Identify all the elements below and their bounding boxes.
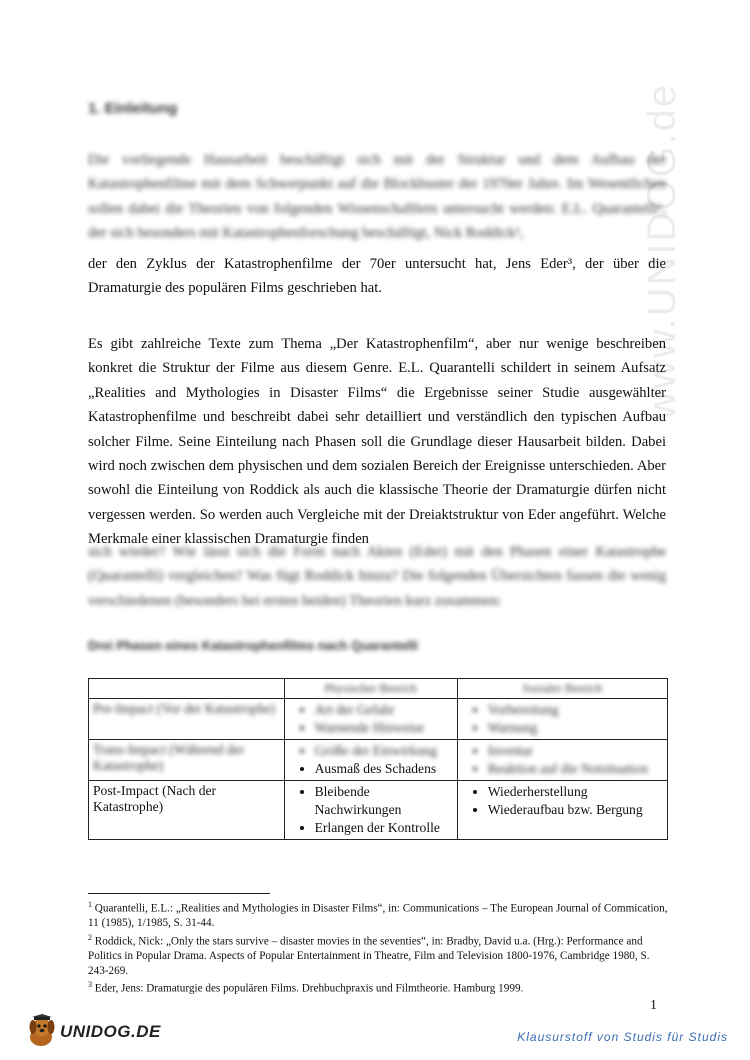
unidog-logo[interactable] <box>22 1014 162 1050</box>
list-item: • Bleibende Nachwirkungen <box>315 783 453 819</box>
body-paragraph: Es gibt zahlreiche Texte zum Thema „Der Katastrophenfilm“, aber nur wenige beschreiben konkret die Struktur der Filme aus diesem Genre. E.L. Quarantelli schildert in seinem Aufsatz „Realities and Mythologies in Disaster Films“ die Ergebnisse seiner Studie ausgewählter Katastrophenfilme und beschreibt dabei sehr detailliert und verständlich den typischen Aufbau solcher Filme. Seine Einteilung nach Phasen soll die Grundlage dieser Hausarbeit bilden. Dabei wird noch zwischen dem physischen und dem sozialen Bereich der Ereignisse unterschieden. Aber sowohl die Einteilung von Roddick als auch die klassische Theorie der Dramaturgie dürfen nicht vergessen werden. So werden auch Vergleiche mit der Dreiaktstruktur von Eder angeführt. Welche Merkmale einer klassischen Dramaturgie finden <box>88 336 666 548</box>
footnote <box>88 931 668 979</box>
intro-paragraph-continued: der den Zyklus der Katastrophenfilme der 70er untersucht hat, Jens Eder³, der über die Dramaturgie des populären Films geschrieben hat. <box>88 256 666 297</box>
physical-cell <box>284 699 457 740</box>
footnote <box>88 978 668 996</box>
phase-cell: Pre-Impact (Vor der Katastrophe) <box>89 699 285 740</box>
table-header-cell: Sozialer Bereich <box>457 679 667 699</box>
list-item: • Ausmaß des Schadens <box>315 760 453 778</box>
footer-tagline: Klausurstoff von Studis für Studis <box>517 1030 728 1044</box>
list-item: • Art der Gefahr <box>315 701 453 719</box>
physical-cell <box>284 740 457 781</box>
table-row <box>89 740 668 781</box>
list-item: • Reaktion auf die Notsituation <box>488 760 663 778</box>
social-cell <box>457 740 667 781</box>
footnote-mark: 3 <box>88 980 92 990</box>
footnotes <box>88 898 668 997</box>
watermark: www.UNIDOG.de <box>640 82 684 420</box>
table-header-cell: Physischer Bereich <box>284 679 457 699</box>
footnote <box>88 898 668 931</box>
intro-paragraph-blurred: Die vorliegende Hausarbeit beschäftigt sich mit der Struktur und dem Aufbau der Katastrophenfilme mit dem Schwerpunkt auf die Blockbuster der 1970er Jahre. Im Wesentlichen sollen dabei die Theorien von folgenden Wissenschaftlern untersucht werden: E.L. Quarantelli¹, der sich besonders mit Katastrophenforschung beschäftigt, Nick Roddick², <box>88 152 666 242</box>
footnote-text: Quarantelli, E.L.: „Realities and Mythologies in Disaster Films“, in: Communications – The European Journal of Commication, 11 (1985), 1/1985, S. 31-44. <box>88 902 668 930</box>
list-item: • Warnung <box>488 719 663 737</box>
list-item: • Größe der Einwirkung <box>315 742 453 760</box>
list-item: • Wiederherstellung <box>488 783 663 801</box>
footnote-divider <box>88 893 270 894</box>
table-row <box>89 781 668 840</box>
physical-cell <box>284 781 457 840</box>
footnote-text: Roddick, Nick: „Only the stars survive – disaster movies in the seventies“, in: Bradby, David u.a. (Hrg.): Performance and Politics in Popular Drama. Aspects of Popular Entertainment in Theatre, Film and Television 1800-1976, Cambridge 1980, S. 243-269. <box>88 935 650 977</box>
logo-text: UNIDOG.DE <box>60 1022 161 1041</box>
dog-mascot-icon <box>22 1014 62 1050</box>
phases-table <box>88 678 668 840</box>
table-header-cell <box>89 679 285 699</box>
body-paragraph-blurred: sich wieder? Wie lässt sich die Form nach Akten (Eder) mit den Phasen einer Katastrophe (Quarantelli) vergleichen? Was fügt Roddick hinzu? Die folgenden Übersichten fassen die wenig verschiedenen (besonders bei ersten beiden) Theorien kurz zusammen: <box>88 544 666 609</box>
phase-cell: Post-Impact (Nach der Katastrophe) <box>89 781 285 840</box>
footnote-mark: 1 <box>88 900 92 909</box>
list-item: • Inventar <box>488 742 663 760</box>
table-heading: Drei Phasen eines Katastrophenfilms nach Quarantelli <box>88 638 418 653</box>
page-number: 1 <box>650 998 657 1013</box>
list-item: • Erlangen der Kontrolle <box>315 819 453 837</box>
table-header-row <box>89 679 668 699</box>
social-cell <box>457 699 667 740</box>
footnote-text: Eder, Jens: Dramaturgie des populären Films. Drehbuchpraxis und Filmtheorie. Hamburg 1999. <box>94 983 524 996</box>
list-item: • Vorbereitung <box>488 701 663 719</box>
list-item: • Wiederaufbau bzw. Bergung <box>488 801 663 819</box>
section-title: 1. Einleitung <box>88 100 178 117</box>
phase-cell: Trans-Impact (Während der Katastrophe) <box>89 740 285 781</box>
table-row <box>89 699 668 740</box>
footnote-mark: 2 <box>88 932 92 942</box>
list-item: • Warnende Hinweise <box>315 719 453 737</box>
social-cell <box>457 781 667 840</box>
